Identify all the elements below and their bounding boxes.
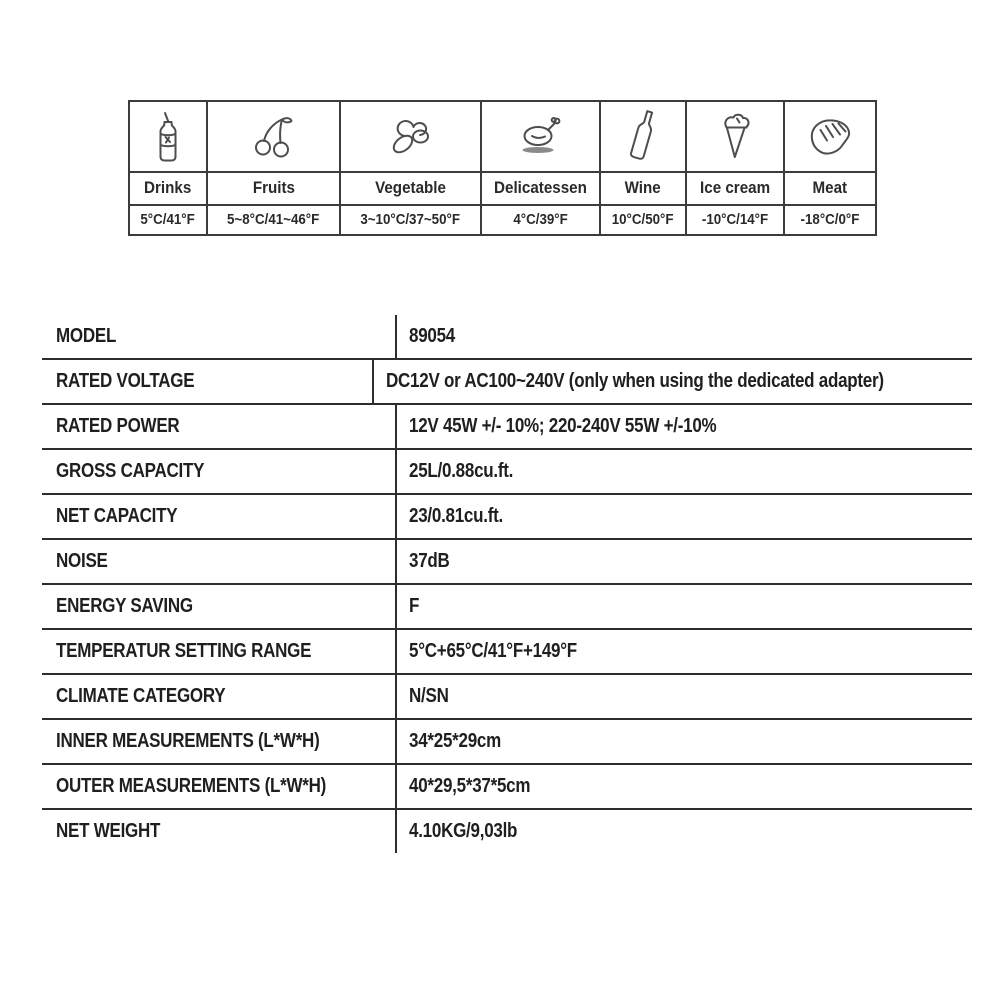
guide-temp-text: 3~10°C/37~50°F	[360, 212, 461, 228]
spec-label-cell	[42, 675, 397, 718]
guide-temp-wine	[601, 206, 685, 234]
spec-row-net-capacity	[42, 495, 972, 540]
guide-label-vegetable	[341, 173, 480, 206]
spec-value-text: DC12V or AC100~240V (only when using the dedicated adapter)	[386, 370, 885, 392]
wine-bottle-icon	[601, 102, 685, 173]
guide-column-delicatessen	[480, 102, 599, 234]
specifications-table	[42, 315, 972, 853]
spec-value-text: 34*25*29cm	[409, 730, 501, 752]
guide-temp-fruits	[208, 206, 339, 234]
spec-row-rated-voltage	[42, 360, 972, 405]
guide-label-text: Vegetable	[375, 179, 446, 197]
guide-temp-text: 5~8°C/41~46°F	[227, 212, 320, 228]
spec-row-temperatur-setting-range	[42, 630, 972, 675]
spec-row-noise	[42, 540, 972, 585]
spec-value-cell	[397, 495, 972, 538]
spec-value-cell	[397, 765, 972, 808]
guide-label-text: Delicatessen	[494, 179, 587, 197]
guide-temp-delicatessen	[482, 206, 599, 234]
guide-column-vegetable	[339, 102, 480, 234]
spec-value-text: 12V 45W +/- 10%; 220-240V 55W +/-10%	[409, 415, 717, 437]
spec-row-inner-measurements-l-w-h	[42, 720, 972, 765]
spec-value-cell	[397, 675, 972, 718]
guide-temp-text: 4°C/39°F	[513, 212, 568, 228]
roast-chicken-icon	[482, 102, 599, 173]
spec-row-energy-saving	[42, 585, 972, 630]
guide-column-drinks	[130, 102, 206, 234]
storage-guide-table	[128, 100, 877, 236]
spec-value-cell	[374, 360, 972, 403]
guide-temp-text: 10°C/50°F	[612, 212, 674, 228]
spec-value-text: 5°C+65°C/41°F+149°F	[409, 640, 577, 662]
guide-label-wine	[601, 173, 685, 206]
spec-value-cell	[397, 630, 972, 673]
guide-label-fruits	[208, 173, 339, 206]
spec-value-text: 89054	[409, 325, 456, 347]
spec-value-text: 37dB	[409, 550, 450, 572]
spec-label-cell	[42, 315, 397, 358]
guide-temp-drinks	[130, 206, 206, 234]
guide-column-ice-cream	[685, 102, 783, 234]
spec-label-text: NET CAPACITY	[56, 505, 178, 527]
guide-label-delicatessen	[482, 173, 599, 206]
guide-label-text: Drinks	[144, 179, 192, 197]
guide-label-text: Wine	[624, 179, 662, 197]
spec-value-cell	[397, 810, 972, 853]
spec-row-gross-capacity	[42, 450, 972, 495]
spec-value-cell	[397, 405, 972, 448]
spec-label-text: OUTER MEASUREMENTS (L*W*H)	[56, 775, 327, 797]
guide-label-meat	[785, 173, 875, 206]
spec-label-text: RATED POWER	[56, 415, 180, 437]
spec-label-cell	[42, 495, 397, 538]
guide-temp-ice-cream	[687, 206, 783, 234]
spec-label-text: TEMPERATUR SETTING RANGE	[56, 640, 312, 662]
guide-label-drinks	[130, 173, 206, 206]
spec-value-cell	[397, 315, 972, 358]
spec-label-text: GROSS CAPACITY	[56, 460, 205, 482]
ice-cream-cone-icon	[687, 102, 783, 173]
guide-temp-meat	[785, 206, 875, 234]
spec-value-text: N/SN	[409, 685, 449, 707]
spec-value-cell	[397, 720, 972, 763]
vegetable-icon	[341, 102, 480, 173]
steak-icon	[785, 102, 875, 173]
spec-value-text: 40*29,5*37*5cm	[409, 775, 531, 797]
spec-label-text: RATED VOLTAGE	[56, 370, 195, 392]
spec-label-cell	[42, 585, 397, 628]
spec-label-text: INNER MEASUREMENTS (L*W*H)	[56, 730, 320, 752]
spec-value-cell	[397, 540, 972, 583]
spec-label-text: CLIMATE CATEGORY	[56, 685, 226, 707]
spec-value-text: F	[409, 595, 420, 617]
guide-column-meat	[783, 102, 875, 234]
guide-temp-text: 5°C/41°F	[140, 212, 196, 228]
spec-label-cell	[42, 360, 374, 403]
spec-value-text: 4.10KG/9,03lb	[409, 820, 518, 842]
guide-label-text: Fruits	[252, 179, 295, 197]
guide-label-text: Meat	[812, 179, 848, 197]
guide-temp-text: -18°C/0°F	[800, 212, 860, 228]
spec-row-climate-category	[42, 675, 972, 720]
spec-label-text: NOISE	[56, 550, 108, 572]
spec-row-model	[42, 315, 972, 360]
spec-value-text: 23/0.81cu.ft.	[409, 505, 504, 527]
spec-row-net-weight	[42, 810, 972, 853]
guide-label-text: Ice cream	[699, 179, 771, 197]
spec-label-cell	[42, 765, 397, 808]
spec-label-cell	[42, 810, 397, 853]
guide-temp-text: -10°C/14°F	[701, 212, 769, 228]
guide-column-wine	[599, 102, 685, 234]
spec-value-text: 25L/0.88cu.ft.	[409, 460, 514, 482]
spec-value-cell	[397, 450, 972, 493]
spec-label-cell	[42, 405, 397, 448]
guide-temp-vegetable	[341, 206, 480, 234]
spec-label-cell	[42, 630, 397, 673]
drink-bottle-icon	[130, 102, 206, 173]
spec-label-text: NET WEIGHT	[56, 820, 161, 842]
spec-label-cell	[42, 450, 397, 493]
spec-label-text: MODEL	[56, 325, 117, 347]
spec-row-rated-power	[42, 405, 972, 450]
cherries-icon	[208, 102, 339, 173]
spec-label-text: ENERGY SAVING	[56, 595, 193, 617]
guide-label-ice-cream	[687, 173, 783, 206]
guide-column-fruits	[206, 102, 339, 234]
spec-label-cell	[42, 720, 397, 763]
spec-row-outer-measurements-l-w-h	[42, 765, 972, 810]
spec-label-cell	[42, 540, 397, 583]
spec-value-cell	[397, 585, 972, 628]
